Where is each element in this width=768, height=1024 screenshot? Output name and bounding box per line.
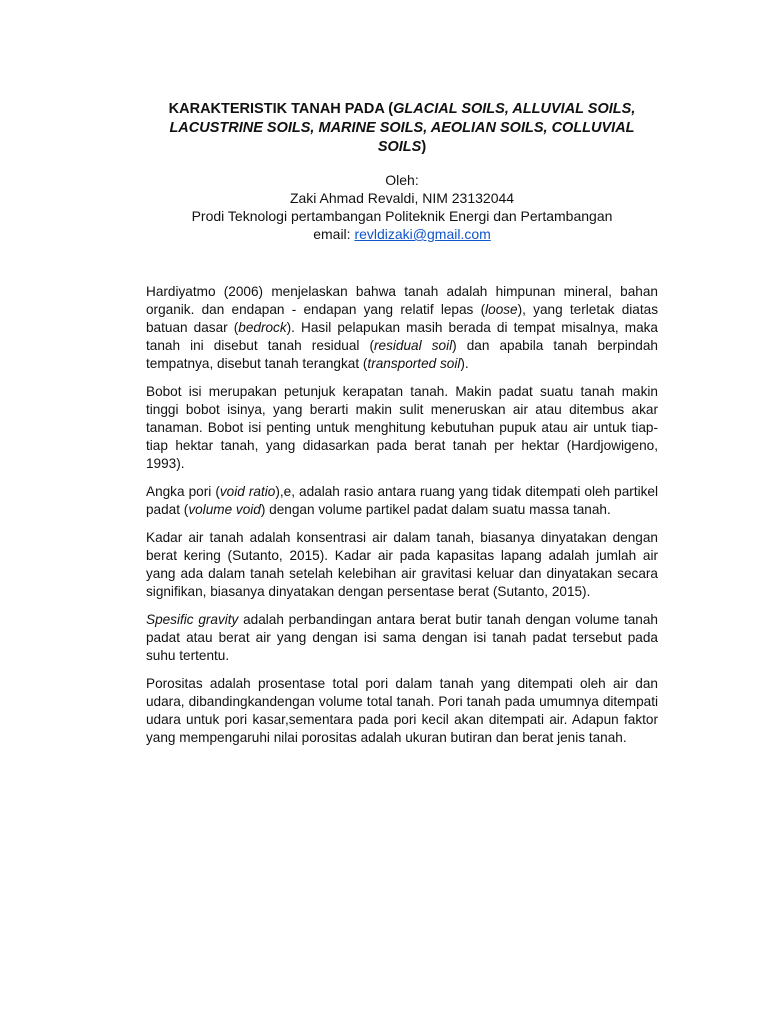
italic-term: Spesific gravity: [146, 612, 239, 627]
italic-term: bedrock: [238, 320, 287, 335]
paragraph-text: adalah perbandingan antara berat butir tanah dengan volume tanah padat atau berat air yang dengan isi sama dengan isi tanah padat tersebut pada suhu tertentu.: [146, 612, 658, 663]
paragraph-text: ) dan apabila tanah berpindah tempatnya, disebut tanah terangkat (: [146, 338, 658, 371]
paragraph-text: ),e, adalah rasio antara ruang yang tidak ditempati oleh partikel padat (: [146, 484, 658, 517]
title-prefix: KARAKTERISTIK TANAH PADA (: [168, 101, 394, 117]
paragraph: [146, 383, 658, 473]
paragraph-text: Hardiyatmo (2006) menjelaskan bahwa tanah adalah himpunan mineral, bahan organik. dan endapan - endapan yang relatif lepas (: [146, 284, 658, 317]
italic-term: loose: [485, 302, 518, 317]
author-block: [146, 171, 658, 243]
by-label: Oleh:: [385, 172, 419, 188]
paragraph-text: ). Hasil pelapukan masih berada di tempat misalnya, maka tanah ini disebut tanah residual (: [146, 320, 658, 353]
author-email-line: [146, 225, 658, 243]
italic-term: void ratio: [219, 484, 276, 499]
body-text: [146, 283, 658, 747]
italic-term: residual soil: [374, 338, 453, 353]
author-affiliation: Prodi Teknologi pertambangan Politeknik Energi dan Pertambangan: [191, 208, 613, 224]
paragraph-text: ) dengan volume partikel padat dalam suatu massa tanah.: [260, 502, 611, 517]
paragraph-text: ), yang terletak diatas batuan dasar (: [146, 302, 658, 335]
paragraph: [146, 675, 658, 747]
paragraph-text: Porositas adalah prosentase total pori dalam tanah yang ditempati oleh air dan udara, dibandingkandengan volume total tanah. Pori tanah pada umumnya ditempati udara untuk pori kasar,sementara pada pori kecil akan ditempati air. Adapun faktor yang mempengaruhi nilai porositas adalah ukuran butiran dan berat jenis tanah.: [146, 676, 658, 745]
author-name: Zaki Ahmad Revaldi, NIM 23132044: [289, 190, 515, 206]
paragraph-text: Angka pori (: [146, 484, 220, 499]
paragraph: [146, 611, 658, 665]
title-italic: GLACIAL SOILS, ALLUVIAL SOILS, LACUSTRINE SOILS, MARINE SOILS, AEOLIAN SOILS, COLLUVIAL SOILS: [169, 101, 636, 155]
paragraph: [146, 483, 658, 519]
italic-term: transported soil: [367, 356, 461, 371]
paragraph-text: Bobot isi merupakan petunjuk kerapatan tanah. Makin padat suatu tanah makin tinggi bobot isinya, yang berarti makin sulit meneruskan air atau ditembus akar tanaman. Bobot isi penting untuk menghitung kebutuhan pupuk atau air untuk tiap-tiap hektar tanah, yang didasarkan pada berat tanah per hektar (Hardjowigeno, 1993).: [146, 384, 658, 471]
title-suffix: ): [421, 139, 427, 155]
paragraph-text: Kadar air tanah adalah konsentrasi air dalam tanah, biasanya dinyatakan dengan berat kering (Sutanto, 2015). Kadar air pada kapasitas lapang adalah jumlah air yang ada dalam tanah setelah kelebihan air gravitasi keluar dan dinyatakan secara signifikan, biasanya dinyatakan dengan persentase berat (Sutanto, 2015).: [146, 530, 658, 599]
italic-term: volume void: [188, 502, 261, 517]
paragraph-text: ).: [460, 356, 469, 371]
document-title: [146, 100, 658, 157]
email-label: email:: [313, 226, 355, 242]
paragraph: [146, 529, 658, 601]
email-link[interactable]: revldizaki@gmail.com: [354, 226, 491, 242]
paragraph: [146, 283, 658, 373]
